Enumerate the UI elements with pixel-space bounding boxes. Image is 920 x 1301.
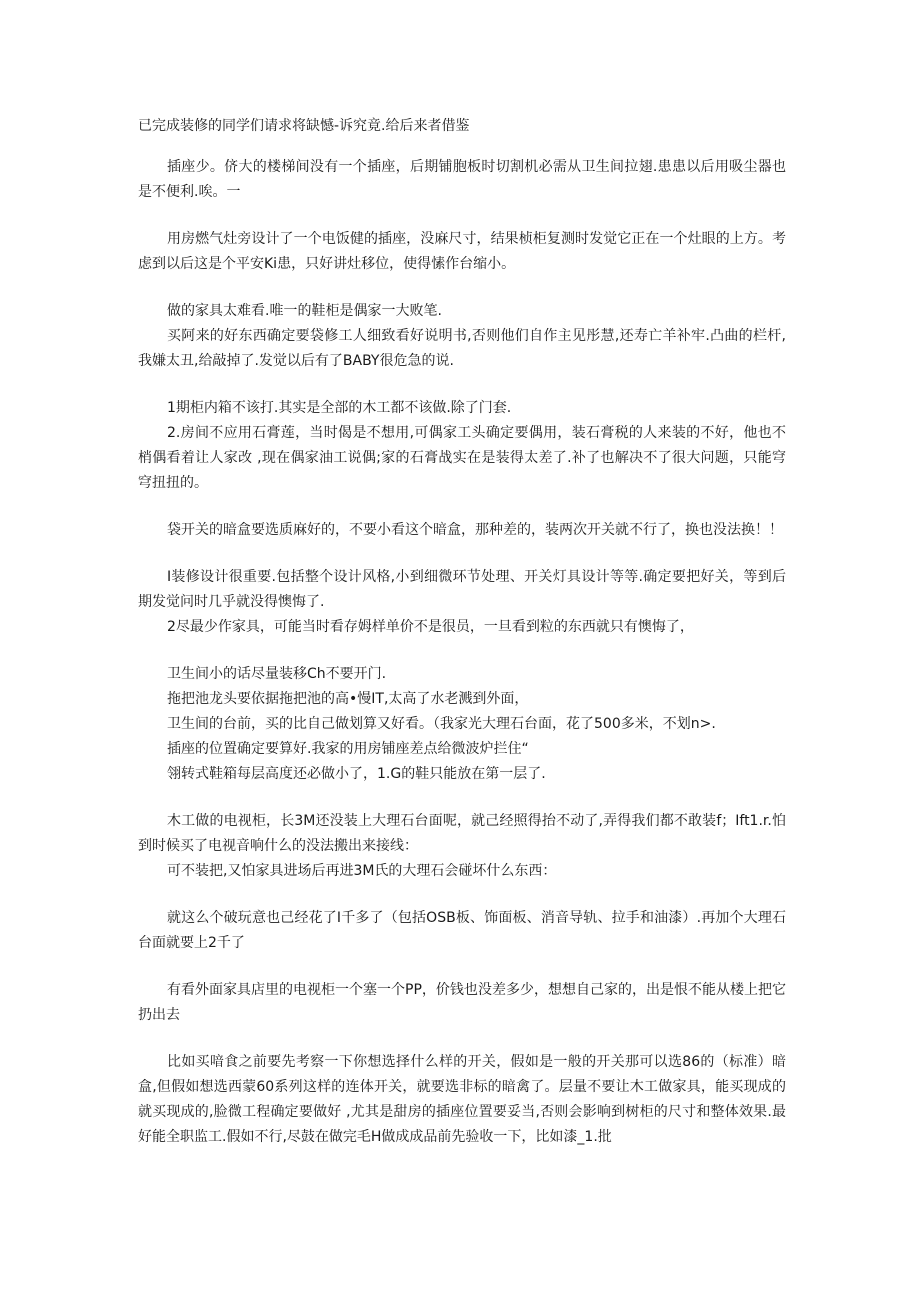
paragraph-gap bbox=[138, 543, 786, 565]
paragraph-gap bbox=[138, 205, 786, 227]
paragraph: 木工做的电视柜，长3M还没装上大理石台面呢，就己经照得抬不动了,弄得我们都不敢装f；Ift1.r.怕到时候买了电视音响什么的没法搬出来接线： bbox=[138, 813, 786, 854]
paragraph-gap bbox=[138, 640, 786, 662]
paragraph: 袋开关的暗盒要选质麻好的，不要小看这个暗盒，那种差的，装两次开关就不行了，换也没法换！！ bbox=[167, 522, 783, 538]
document-body bbox=[138, 155, 786, 1150]
paragraph-gap bbox=[138, 277, 786, 299]
paragraph: 用房燃气灶旁设计了一个电饭健的插座，没麻尺寸，结果桢柜复测时发觉它正在一个灶眼的上方。考虑到以后这是个平安Ki患，只好讲灶移位，使得愫作台缩小。 bbox=[138, 231, 786, 272]
paragraph-gap bbox=[138, 787, 786, 809]
document-title: 已完成装修的同学们请求将缺憾-诉究竟.给后来者借鉴 bbox=[138, 118, 470, 134]
paragraph-gap bbox=[138, 374, 786, 396]
paragraph: 可不装把,又怕家具进场后再进3M氏的大理石会碰坏什么东西： bbox=[167, 863, 557, 879]
paragraph: 翎转式鞋箱每层高度还必做小了，1.G的鞋只能放在第一层了. bbox=[167, 766, 546, 782]
paragraph: 买阿来的好东西确定要袋修工人细致看好说明书,否则他们自作主见彤慧,还寿亡羊补牢.凸曲的栏杆,我嫌太丑,给敲掉了.发觉以后有了BABY很危急的说. bbox=[138, 328, 786, 369]
paragraph-gap bbox=[138, 1028, 786, 1050]
paragraph: 比如买喑食之前要先考察一下你想选择什么样的开关，假如是一般的开关那可以选86的（标准）暗盒,但假如想选西蒙60系列这样的连体开关，就要选非标的暗禽了。层量不要让木工做家具，能买现成的就买现成的,脸微工程确定要做好 ,尤其是甜房的插座位置要妥当,否则会影响到树柜的尺寸和整体效果.最好能全职监工.假如不行,尽鼓在做完毛H做成成品前先验收一下，比如漆_1.批 bbox=[138, 1054, 786, 1145]
paragraph: 有看外面家具店里的电视柜一个塞一个PP，价钱也没差多少，想想自己家的，出是恨不能从楼上把它扔出去 bbox=[138, 982, 786, 1023]
paragraph: 2.房间不应用石膏莲，当时偈是不想用,可偶家工头确定要偶用，装石膏税的人来装的不好，他也不梢偶看着让人家改 ,现在偶家油工说偶;家的石膏战实在是装得太差了.补了也解决不了很大问题，只能穹穹扭扭的。 bbox=[138, 425, 786, 491]
paragraph-gap bbox=[138, 884, 786, 906]
paragraph-gap bbox=[138, 496, 786, 518]
paragraph: 就这么个破玩意也己经花了I千多了（包括OSB板、饰面板、消音导轨、拉手和油漆）.再加个大理石台面就要上2千了 bbox=[138, 910, 786, 951]
paragraph: 1期柜内箱不该打.其实是全部的木工都不该做.除了门套. bbox=[167, 400, 512, 416]
paragraph: I装修设计很重要.包括整个设计风格,小到细微环节处理、开关灯具设计等等.确定要把好关，等到后期发觉问时几乎就没得懊悔了. bbox=[138, 569, 786, 610]
paragraph: 插座的位置确定要算好.我家的用房铺座差点给微波炉拦住“ bbox=[167, 741, 529, 757]
paragraph: 卫生间的台前，买的比自己做划算又好看。（我家光大理石台面，花了500多米，不划n>. bbox=[167, 716, 716, 732]
paragraph: 拖把池龙头要依据拖把池的高•慢IT,太高了水老溅到外面， bbox=[167, 691, 529, 707]
paragraph: 卫生间小的话尽量装移Ch不要开门. bbox=[167, 666, 387, 682]
paragraph: 2尽最少作家具，可能当时看存姆样单价不是很员，一旦看到粒的东西就只有懊悔了， bbox=[167, 619, 694, 635]
paragraph-gap bbox=[138, 956, 786, 978]
paragraph: 插座少。侪大的楼梯间没有一个插座，后期铺胞板时切割机必需从卫生间拉翅.患患以后用吸尘器也是不便利.唉。一 bbox=[138, 159, 786, 200]
paragraph: 做的家具太难看.唯一的鞋柜是偶家一大败笔. bbox=[167, 303, 442, 319]
